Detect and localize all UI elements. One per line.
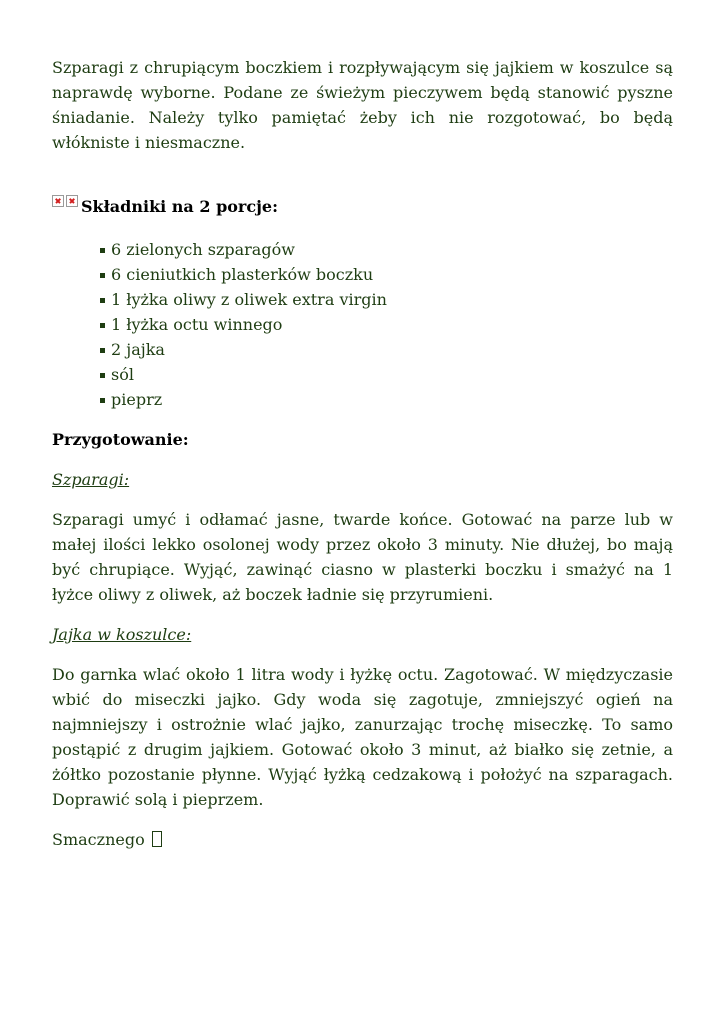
eggs-subheading: Jajka w koszulce: [52,625,192,644]
recipe-article [52,55,673,852]
ingredients-heading-row [52,193,673,221]
intro-paragraph: Szparagi z chrupiącym boczkiem i rozpływającym się jajkiem w koszulce są naprawdę wyborne. Podane ze świeżym pieczywem będą stanowić pyszne śniadanie. Należy tylko pamiętać żeby ich nie rozgotować, bo będą włókniste i niesmaczne. [52,58,673,152]
list-item: 6 zielonych szparagów [100,237,673,262]
list-item: pieprz [100,387,673,412]
list-item: 1 łyżka oliwy z oliwek extra virgin [100,287,673,312]
closing-line [52,827,673,852]
ingredients-heading: Składniki na 2 porcje: [81,197,278,216]
closing-text: Smacznego [52,830,145,849]
asparagus-subheading: Szparagi: [52,470,130,489]
list-item: 6 cieniutkich plasterków boczku [100,262,673,287]
asparagus-paragraph: Szparagi umyć i odłamać jasne, twarde końce. Gotować na parze lub w małej ilości lekko osolonej wody przez około 3 minuty. Nie dłużej, bo mają być chrupiące. Wyjąć, zawinąć ciasno w plasterki boczku i smażyć na 1 łyżce oliwy z oliwek, aż boczek ładnie się przyrumieni. [52,510,673,604]
ingredients-list [52,237,673,412]
broken-image-icon [66,195,78,207]
list-item: 2 jajka [100,337,673,362]
preparation-heading: Przygotowanie: [52,430,189,449]
broken-image-icon [52,195,64,207]
eggs-paragraph: Do garnka wlać około 1 litra wody i łyżkę octu. Zagotować. W międzyczasie wbić do miseczki jajko. Gdy woda się zagotuje, zmniejszyć ogień na najmniejszy i ostrożnie wlać jajko, zanurzając trochę miseczkę. To samo postąpić z drugim jajkiem. Gotować około 3 minut, aż białko się zetnie, a żółtko pozostanie płynne. Wyjąć łyżką cedzakową i położyć na szparagach. Doprawić solą i pieprzem. [52,665,673,809]
list-item: 1 łyżka octu winnego [100,312,673,337]
missing-glyph-icon [152,831,162,847]
list-item: sól [100,362,673,387]
